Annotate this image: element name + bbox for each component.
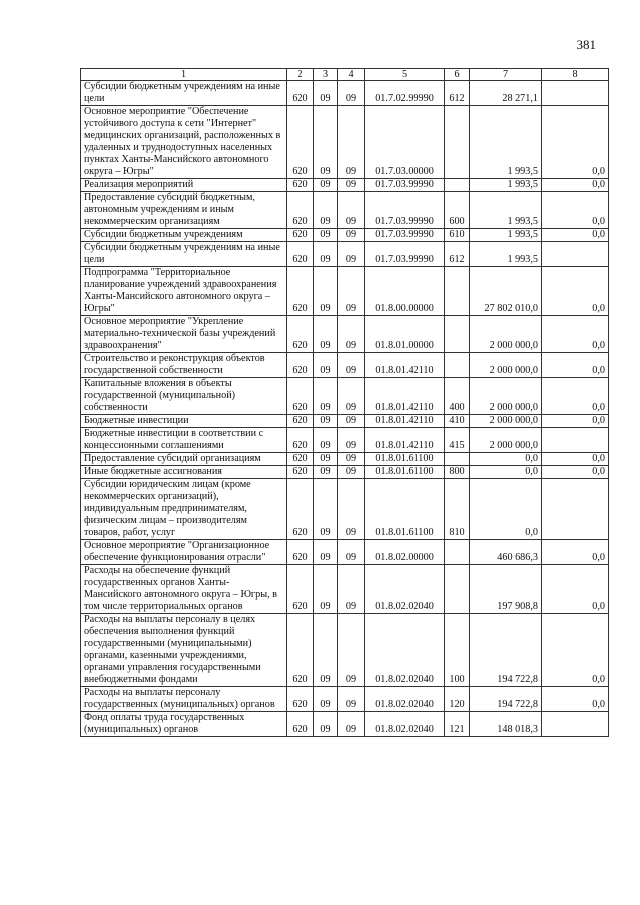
target-article-code-cell: 01.8.01.42110 [365, 378, 445, 415]
expense-type-code-cell: 612 [445, 242, 470, 267]
subsection-code-cell: 09 [338, 614, 365, 687]
ministry-code-cell: 620 [287, 540, 314, 565]
table-row [81, 106, 609, 179]
section-code-cell: 09 [314, 687, 338, 712]
table-row [81, 192, 609, 229]
expense-type-code-cell: 600 [445, 192, 470, 229]
table-row [81, 479, 609, 540]
target-article-code-cell: 01.8.01.42110 [365, 428, 445, 453]
expense-type-code-cell [445, 106, 470, 179]
expense-name-cell: Субсидии юридическим лицам (кроме некоммерческих организаций), индивидуальным предпринимателям, физическим лицам – производителям товаров, работ, услуг [81, 479, 287, 540]
section-code-cell: 09 [314, 316, 338, 353]
subsection-code-cell: 09 [338, 229, 365, 242]
target-article-code-cell: 01.7.03.99990 [365, 179, 445, 192]
section-code-cell: 09 [314, 81, 338, 106]
expense-type-code-cell [445, 565, 470, 614]
amount-year-1-cell: 1 993,5 [470, 242, 542, 267]
column-header: 5 [365, 69, 445, 81]
expense-type-code-cell: 400 [445, 378, 470, 415]
table-row [81, 565, 609, 614]
expense-name-cell: Реализация мероприятий [81, 179, 287, 192]
column-header: 4 [338, 69, 365, 81]
expense-type-code-cell: 800 [445, 466, 470, 479]
amount-year-1-cell: 2 000 000,0 [470, 378, 542, 415]
table-row [81, 316, 609, 353]
table-row [81, 242, 609, 267]
subsection-code-cell: 09 [338, 453, 365, 466]
amount-year-2-cell: 0,0 [542, 540, 609, 565]
table-row [81, 712, 609, 737]
table-row [81, 415, 609, 428]
table-row [81, 179, 609, 192]
expense-name-cell: Строительство и реконструкция объектов государственной собственности [81, 353, 287, 378]
expense-type-code-cell [445, 316, 470, 353]
amount-year-1-cell: 1 993,5 [470, 106, 542, 179]
subsection-code-cell: 09 [338, 466, 365, 479]
amount-year-1-cell: 460 686,3 [470, 540, 542, 565]
expense-name-cell: Бюджетные инвестиции [81, 415, 287, 428]
amount-year-1-cell: 148 018,3 [470, 712, 542, 737]
amount-year-2-cell: 0,0 [542, 106, 609, 179]
subsection-code-cell: 09 [338, 81, 365, 106]
column-header: 8 [542, 69, 609, 81]
ministry-code-cell: 620 [287, 353, 314, 378]
header-row [81, 69, 609, 81]
target-article-code-cell: 01.8.02.02040 [365, 712, 445, 737]
section-code-cell: 09 [314, 242, 338, 267]
table-row [81, 267, 609, 316]
expense-name-cell: Субсидии бюджетным учреждениям [81, 229, 287, 242]
expense-name-cell: Подпрограмма "Территориальное планирование учреждений здравоохранения Ханты-Мансийского автономного округа – Югры" [81, 267, 287, 316]
ministry-code-cell: 620 [287, 415, 314, 428]
expense-name-cell: Фонд оплаты труда государственных (муниципальных) органов [81, 712, 287, 737]
ministry-code-cell: 620 [287, 81, 314, 106]
ministry-code-cell: 620 [287, 229, 314, 242]
target-article-code-cell: 01.8.02.00000 [365, 540, 445, 565]
amount-year-2-cell [542, 81, 609, 106]
section-code-cell: 09 [314, 712, 338, 737]
table-row [81, 614, 609, 687]
column-header: 3 [314, 69, 338, 81]
table-row [81, 453, 609, 466]
amount-year-2-cell: 0,0 [542, 192, 609, 229]
amount-year-1-cell: 2 000 000,0 [470, 428, 542, 453]
target-article-code-cell: 01.8.01.42110 [365, 353, 445, 378]
section-code-cell: 09 [314, 540, 338, 565]
expense-type-code-cell [445, 540, 470, 565]
section-code-cell: 09 [314, 466, 338, 479]
expense-type-code-cell [445, 179, 470, 192]
target-article-code-cell: 01.8.01.42110 [365, 415, 445, 428]
amount-year-1-cell: 194 722,8 [470, 687, 542, 712]
expense-type-code-cell: 610 [445, 229, 470, 242]
table-row [81, 81, 609, 106]
expense-name-cell: Расходы на обеспечение функций государственных органов Ханты-Мансийского автономного округа – Югры, в том числе территориальных органов [81, 565, 287, 614]
ministry-code-cell: 620 [287, 106, 314, 179]
subsection-code-cell: 09 [338, 428, 365, 453]
expense-name-cell: Капитальные вложения в объекты государственной (муниципальной) собственности [81, 378, 287, 415]
target-article-code-cell: 01.8.02.02040 [365, 614, 445, 687]
target-article-code-cell: 01.7.03.99990 [365, 229, 445, 242]
expense-type-code-cell [445, 267, 470, 316]
subsection-code-cell: 09 [338, 353, 365, 378]
subsection-code-cell: 09 [338, 316, 365, 353]
amount-year-2-cell: 0,0 [542, 466, 609, 479]
amount-year-1-cell: 1 993,5 [470, 229, 542, 242]
target-article-code-cell: 01.7.03.99990 [365, 192, 445, 229]
expense-name-cell: Основное мероприятие "Укрепление материально-технической базы учреждений здравоохранения" [81, 316, 287, 353]
amount-year-1-cell: 28 271,1 [470, 81, 542, 106]
subsection-code-cell: 09 [338, 415, 365, 428]
amount-year-2-cell: 0,0 [542, 229, 609, 242]
ministry-code-cell: 620 [287, 179, 314, 192]
target-article-code-cell: 01.7.03.00000 [365, 106, 445, 179]
budget-table [80, 68, 609, 737]
subsection-code-cell: 09 [338, 712, 365, 737]
target-article-code-cell: 01.8.00.00000 [365, 267, 445, 316]
expense-type-code-cell: 810 [445, 479, 470, 540]
amount-year-1-cell: 2 000 000,0 [470, 353, 542, 378]
amount-year-1-cell: 2 000 000,0 [470, 316, 542, 353]
subsection-code-cell: 09 [338, 267, 365, 316]
expense-name-cell: Основное мероприятие "Организационное обеспечение функционирования отрасли" [81, 540, 287, 565]
target-article-code-cell: 01.8.01.61100 [365, 466, 445, 479]
amount-year-2-cell [542, 242, 609, 267]
ministry-code-cell: 620 [287, 192, 314, 229]
amount-year-2-cell: 0,0 [542, 415, 609, 428]
expense-name-cell: Основное мероприятие "Обеспечение устойчивого доступа к сети "Интернет" медицинских организаций, расположенных в удаленных и труднодоступных населенных пунктах Ханты-Мансийского автономного округа – Югры" [81, 106, 287, 179]
amount-year-2-cell: 0,0 [542, 353, 609, 378]
amount-year-1-cell: 2 000 000,0 [470, 415, 542, 428]
expense-type-code-cell [445, 353, 470, 378]
amount-year-2-cell: 0,0 [542, 453, 609, 466]
column-header: 7 [470, 69, 542, 81]
section-code-cell: 09 [314, 267, 338, 316]
ministry-code-cell: 620 [287, 466, 314, 479]
subsection-code-cell: 09 [338, 540, 365, 565]
amount-year-2-cell: 0,0 [542, 316, 609, 353]
ministry-code-cell: 620 [287, 242, 314, 267]
section-code-cell: 09 [314, 378, 338, 415]
target-article-code-cell: 01.8.02.02040 [365, 687, 445, 712]
table-row [81, 466, 609, 479]
ministry-code-cell: 620 [287, 453, 314, 466]
table-row [81, 540, 609, 565]
expense-type-code-cell: 612 [445, 81, 470, 106]
section-code-cell: 09 [314, 614, 338, 687]
table-row [81, 687, 609, 712]
subsection-code-cell: 09 [338, 179, 365, 192]
page-number: 381 [576, 37, 596, 52]
expense-type-code-cell: 100 [445, 614, 470, 687]
amount-year-1-cell: 0,0 [470, 466, 542, 479]
amount-year-2-cell: 0,0 [542, 614, 609, 687]
amount-year-2-cell [542, 479, 609, 540]
expense-type-code-cell: 415 [445, 428, 470, 453]
ministry-code-cell: 620 [287, 479, 314, 540]
section-code-cell: 09 [314, 192, 338, 229]
ministry-code-cell: 620 [287, 614, 314, 687]
subsection-code-cell: 09 [338, 106, 365, 179]
amount-year-1-cell: 1 993,5 [470, 192, 542, 229]
table-body [81, 81, 609, 737]
section-code-cell: 09 [314, 353, 338, 378]
expense-type-code-cell: 121 [445, 712, 470, 737]
column-header: 1 [81, 69, 287, 81]
table-row [81, 353, 609, 378]
amount-year-2-cell: 0,0 [542, 267, 609, 316]
expense-name-cell: Субсидии бюджетным учреждениям на иные цели [81, 242, 287, 267]
amount-year-2-cell: 0,0 [542, 378, 609, 415]
expense-type-code-cell: 120 [445, 687, 470, 712]
expense-name-cell: Расходы на выплаты персоналу государственных (муниципальных) органов [81, 687, 287, 712]
expense-type-code-cell [445, 453, 470, 466]
expense-type-code-cell: 410 [445, 415, 470, 428]
subsection-code-cell: 09 [338, 479, 365, 540]
amount-year-1-cell: 1 993,5 [470, 179, 542, 192]
section-code-cell: 09 [314, 479, 338, 540]
ministry-code-cell: 620 [287, 378, 314, 415]
subsection-code-cell: 09 [338, 687, 365, 712]
target-article-code-cell: 01.7.02.99990 [365, 81, 445, 106]
section-code-cell: 09 [314, 453, 338, 466]
subsection-code-cell: 09 [338, 378, 365, 415]
amount-year-1-cell: 194 722,8 [470, 614, 542, 687]
expense-name-cell: Предоставление субсидий бюджетным, автономным учреждениям и иным некоммерческим организациям [81, 192, 287, 229]
amount-year-2-cell: 0,0 [542, 687, 609, 712]
expense-name-cell: Расходы на выплаты персоналу в целях обеспечения выполнения функций государственными (муниципальными) органами, казенными учреждениями, органами управления государственными внебюджетными фондами [81, 614, 287, 687]
amount-year-1-cell: 197 908,8 [470, 565, 542, 614]
ministry-code-cell: 620 [287, 428, 314, 453]
expense-name-cell: Иные бюджетные ассигнования [81, 466, 287, 479]
amount-year-1-cell: 27 802 010,0 [470, 267, 542, 316]
ministry-code-cell: 620 [287, 712, 314, 737]
ministry-code-cell: 620 [287, 565, 314, 614]
target-article-code-cell: 01.8.02.02040 [365, 565, 445, 614]
section-code-cell: 09 [314, 106, 338, 179]
amount-year-2-cell: 0,0 [542, 179, 609, 192]
expense-name-cell: Бюджетные инвестиции в соответствии с концессионными соглашениями [81, 428, 287, 453]
target-article-code-cell: 01.8.01.61100 [365, 453, 445, 466]
amount-year-1-cell: 0,0 [470, 453, 542, 466]
subsection-code-cell: 09 [338, 242, 365, 267]
ministry-code-cell: 620 [287, 267, 314, 316]
ministry-code-cell: 620 [287, 316, 314, 353]
amount-year-1-cell: 0,0 [470, 479, 542, 540]
expense-name-cell: Предоставление субсидий организациям [81, 453, 287, 466]
section-code-cell: 09 [314, 179, 338, 192]
column-header: 6 [445, 69, 470, 81]
table-row [81, 378, 609, 415]
ministry-code-cell: 620 [287, 687, 314, 712]
subsection-code-cell: 09 [338, 192, 365, 229]
target-article-code-cell: 01.8.01.00000 [365, 316, 445, 353]
table-row [81, 428, 609, 453]
column-header: 2 [287, 69, 314, 81]
target-article-code-cell: 01.8.01.61100 [365, 479, 445, 540]
target-article-code-cell: 01.7.03.99990 [365, 242, 445, 267]
section-code-cell: 09 [314, 229, 338, 242]
section-code-cell: 09 [314, 565, 338, 614]
subsection-code-cell: 09 [338, 565, 365, 614]
amount-year-2-cell: 0,0 [542, 565, 609, 614]
expense-name-cell: Субсидии бюджетным учреждениям на иные цели [81, 81, 287, 106]
amount-year-2-cell [542, 428, 609, 453]
amount-year-2-cell [542, 712, 609, 737]
section-code-cell: 09 [314, 415, 338, 428]
section-code-cell: 09 [314, 428, 338, 453]
table-row [81, 229, 609, 242]
